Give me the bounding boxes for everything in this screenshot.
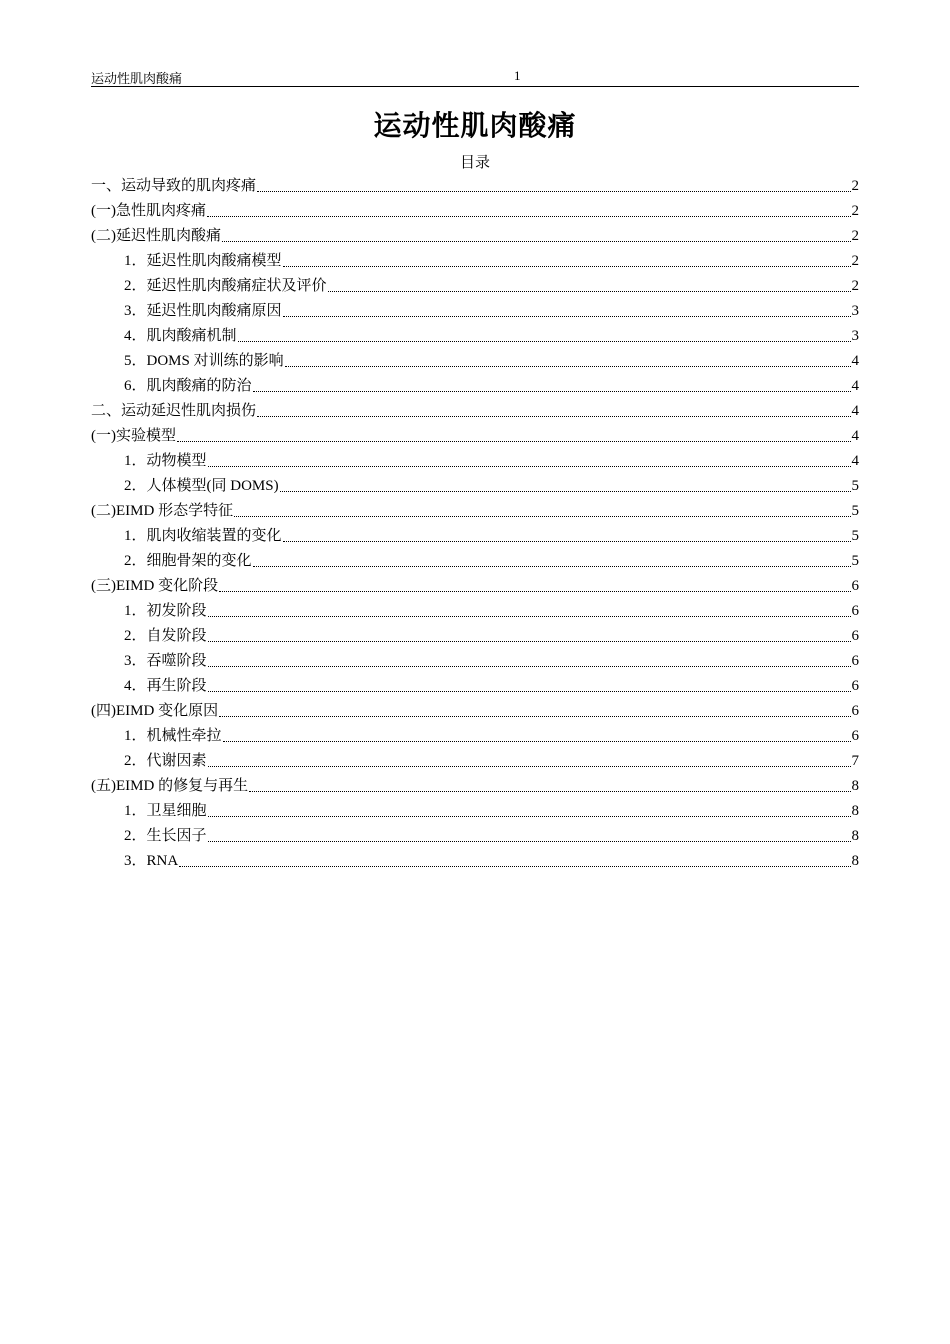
toc-entry-title[interactable]: 2．细胞骨架的变化 [124, 553, 252, 569]
toc-entry[interactable] [91, 274, 859, 299]
toc-dot-leader [179, 865, 850, 867]
toc-dot-leader [283, 265, 851, 267]
toc-dot-leader [257, 415, 850, 417]
toc-dot-leader [285, 365, 851, 367]
toc-dot-leader [253, 565, 851, 567]
toc-entry-page[interactable]: 6 [851, 703, 859, 719]
toc-entry[interactable] [91, 474, 859, 499]
toc-entry[interactable] [91, 199, 859, 224]
toc-entry[interactable] [91, 524, 859, 549]
toc-entry[interactable] [91, 349, 859, 374]
table-of-contents [91, 174, 859, 874]
toc-entry-title[interactable]: 3．RNA [124, 853, 179, 869]
toc-entry-title[interactable]: 3．吞噬阶段 [124, 653, 207, 669]
toc-entry-title[interactable]: 2．人体模型(同 DOMS) [124, 478, 279, 494]
toc-heading: 目录 [459, 155, 490, 171]
toc-entry-title[interactable]: 1．初发阶段 [124, 603, 207, 619]
toc-dot-leader [208, 465, 851, 467]
toc-dot-leader [283, 315, 851, 317]
toc-entry-title[interactable]: 二、运动延迟性肌肉损伤 [91, 403, 257, 419]
toc-entry-title[interactable]: 4．肌肉酸痛机制 [124, 328, 237, 344]
header-title: 运动性肌肉酸痛 [91, 71, 183, 86]
toc-entry-title[interactable]: 1．肌肉收缩装置的变化 [124, 528, 282, 544]
toc-entry-page[interactable]: 2 [851, 178, 859, 194]
toc-entry-title[interactable]: 4．再生阶段 [124, 678, 207, 694]
toc-entry-page[interactable]: 6 [851, 578, 859, 594]
toc-entry[interactable] [91, 374, 859, 399]
toc-entry-page[interactable]: 5 [851, 553, 859, 569]
toc-entry-title[interactable]: 5．DOMS 对训练的影响 [124, 353, 284, 369]
toc-entry-page[interactable]: 4 [851, 403, 859, 419]
toc-entry-title[interactable]: 2．生长因子 [124, 828, 207, 844]
toc-entry-title[interactable]: 6．肌肉酸痛的防治 [124, 378, 252, 394]
toc-entry-title[interactable]: (二)延迟性肌肉酸痛 [91, 228, 221, 244]
page-header [91, 66, 859, 87]
toc-entry-page[interactable]: 8 [851, 778, 859, 794]
toc-dot-leader [280, 490, 851, 492]
toc-entry[interactable] [91, 224, 859, 249]
header-page-number: 1 [514, 68, 521, 83]
toc-entry[interactable] [91, 849, 859, 874]
toc-entry-title[interactable]: (四)EIMD 变化原因 [91, 703, 219, 719]
toc-entry-page[interactable]: 5 [851, 528, 859, 544]
toc-dot-leader [238, 340, 851, 342]
toc-entry-page[interactable]: 4 [851, 378, 859, 394]
toc-entry-page[interactable]: 4 [851, 453, 859, 469]
toc-entry-page[interactable]: 6 [851, 728, 859, 744]
toc-entry[interactable] [91, 249, 859, 274]
toc-entry[interactable] [91, 699, 859, 724]
toc-entry[interactable] [91, 824, 859, 849]
toc-entry-title[interactable]: (五)EIMD 的修复与再生 [91, 778, 249, 794]
toc-entry-title[interactable]: 1．延迟性肌肉酸痛模型 [124, 253, 282, 269]
toc-entry-page[interactable]: 3 [851, 303, 859, 319]
toc-entry-title[interactable]: 1．动物模型 [124, 453, 207, 469]
toc-dot-leader [257, 190, 850, 192]
toc-entry[interactable] [91, 574, 859, 599]
toc-dot-leader [249, 790, 850, 792]
toc-dot-leader [234, 515, 850, 517]
toc-dot-leader [208, 815, 851, 817]
toc-entry-title[interactable]: 一、运动导致的肌肉疼痛 [91, 178, 257, 194]
toc-dot-leader [207, 215, 851, 217]
toc-entry-title[interactable]: 3．延迟性肌肉酸痛原因 [124, 303, 282, 319]
toc-entry[interactable] [91, 399, 859, 424]
toc-dot-leader [223, 740, 851, 742]
toc-dot-leader [283, 540, 851, 542]
toc-entry[interactable] [91, 449, 859, 474]
toc-entry-title[interactable]: 1．卫星细胞 [124, 803, 207, 819]
toc-entry-page[interactable]: 8 [851, 828, 859, 844]
toc-dot-leader [208, 765, 851, 767]
toc-dot-leader [208, 690, 851, 692]
toc-dot-leader [222, 240, 851, 242]
toc-entry-page[interactable]: 4 [851, 428, 859, 444]
toc-entry[interactable] [91, 624, 859, 649]
toc-entry-page[interactable]: 2 [851, 253, 859, 269]
toc-entry-page[interactable]: 2 [851, 203, 859, 219]
toc-dot-leader [208, 615, 851, 617]
toc-entry-title[interactable]: (三)EIMD 变化阶段 [91, 578, 219, 594]
toc-entry-page[interactable]: 6 [851, 653, 859, 669]
toc-entry[interactable] [91, 324, 859, 349]
toc-entry-page[interactable]: 6 [851, 628, 859, 644]
toc-entry[interactable] [91, 499, 859, 524]
toc-entry-page[interactable]: 2 [851, 278, 859, 294]
toc-dot-leader [177, 440, 851, 442]
toc-entry[interactable] [91, 424, 859, 449]
toc-entry-title[interactable]: 1．机械性牵拉 [124, 728, 222, 744]
toc-entry-title[interactable]: 2．代谢因素 [124, 753, 207, 769]
toc-entry-page[interactable]: 7 [851, 753, 859, 769]
toc-entry-title[interactable]: 2．延迟性肌肉酸痛症状及评价 [124, 278, 327, 294]
toc-entry-title[interactable]: (一)实验模型 [91, 428, 176, 444]
toc-entry[interactable] [91, 299, 859, 324]
toc-entry-page[interactable]: 6 [851, 678, 859, 694]
toc-entry-page[interactable]: 4 [851, 353, 859, 369]
toc-entry[interactable] [91, 549, 859, 574]
toc-entry[interactable] [91, 774, 859, 799]
document-title: 运动性肌肉酸痛 [373, 109, 577, 142]
toc-entry-page[interactable]: 8 [851, 803, 859, 819]
toc-entry[interactable] [91, 649, 859, 674]
toc-dot-leader [328, 290, 851, 292]
toc-entry-page[interactable]: 8 [851, 853, 859, 869]
toc-entry-title[interactable]: (二)EIMD 形态学特征 [91, 503, 234, 519]
toc-dot-leader [208, 665, 851, 667]
toc-entry-title[interactable]: (一)急性肌肉疼痛 [91, 203, 206, 219]
toc-dot-leader [208, 840, 851, 842]
toc-entry[interactable] [91, 674, 859, 699]
toc-entry-page[interactable]: 3 [851, 328, 859, 344]
toc-entry-page[interactable]: 2 [851, 228, 859, 244]
toc-entry[interactable] [91, 599, 859, 624]
toc-entry-page[interactable]: 5 [851, 503, 859, 519]
toc-entry-page[interactable]: 5 [851, 478, 859, 494]
toc-entry[interactable] [91, 799, 859, 824]
toc-entry-title[interactable]: 2．自发阶段 [124, 628, 207, 644]
toc-dot-leader [253, 390, 851, 392]
toc-entry-page[interactable]: 6 [851, 603, 859, 619]
toc-dot-leader [219, 590, 850, 592]
toc-entry[interactable] [91, 174, 859, 199]
toc-dot-leader [219, 715, 850, 717]
toc-entry[interactable] [91, 724, 859, 749]
toc-entry[interactable] [91, 749, 859, 774]
toc-dot-leader [208, 640, 851, 642]
